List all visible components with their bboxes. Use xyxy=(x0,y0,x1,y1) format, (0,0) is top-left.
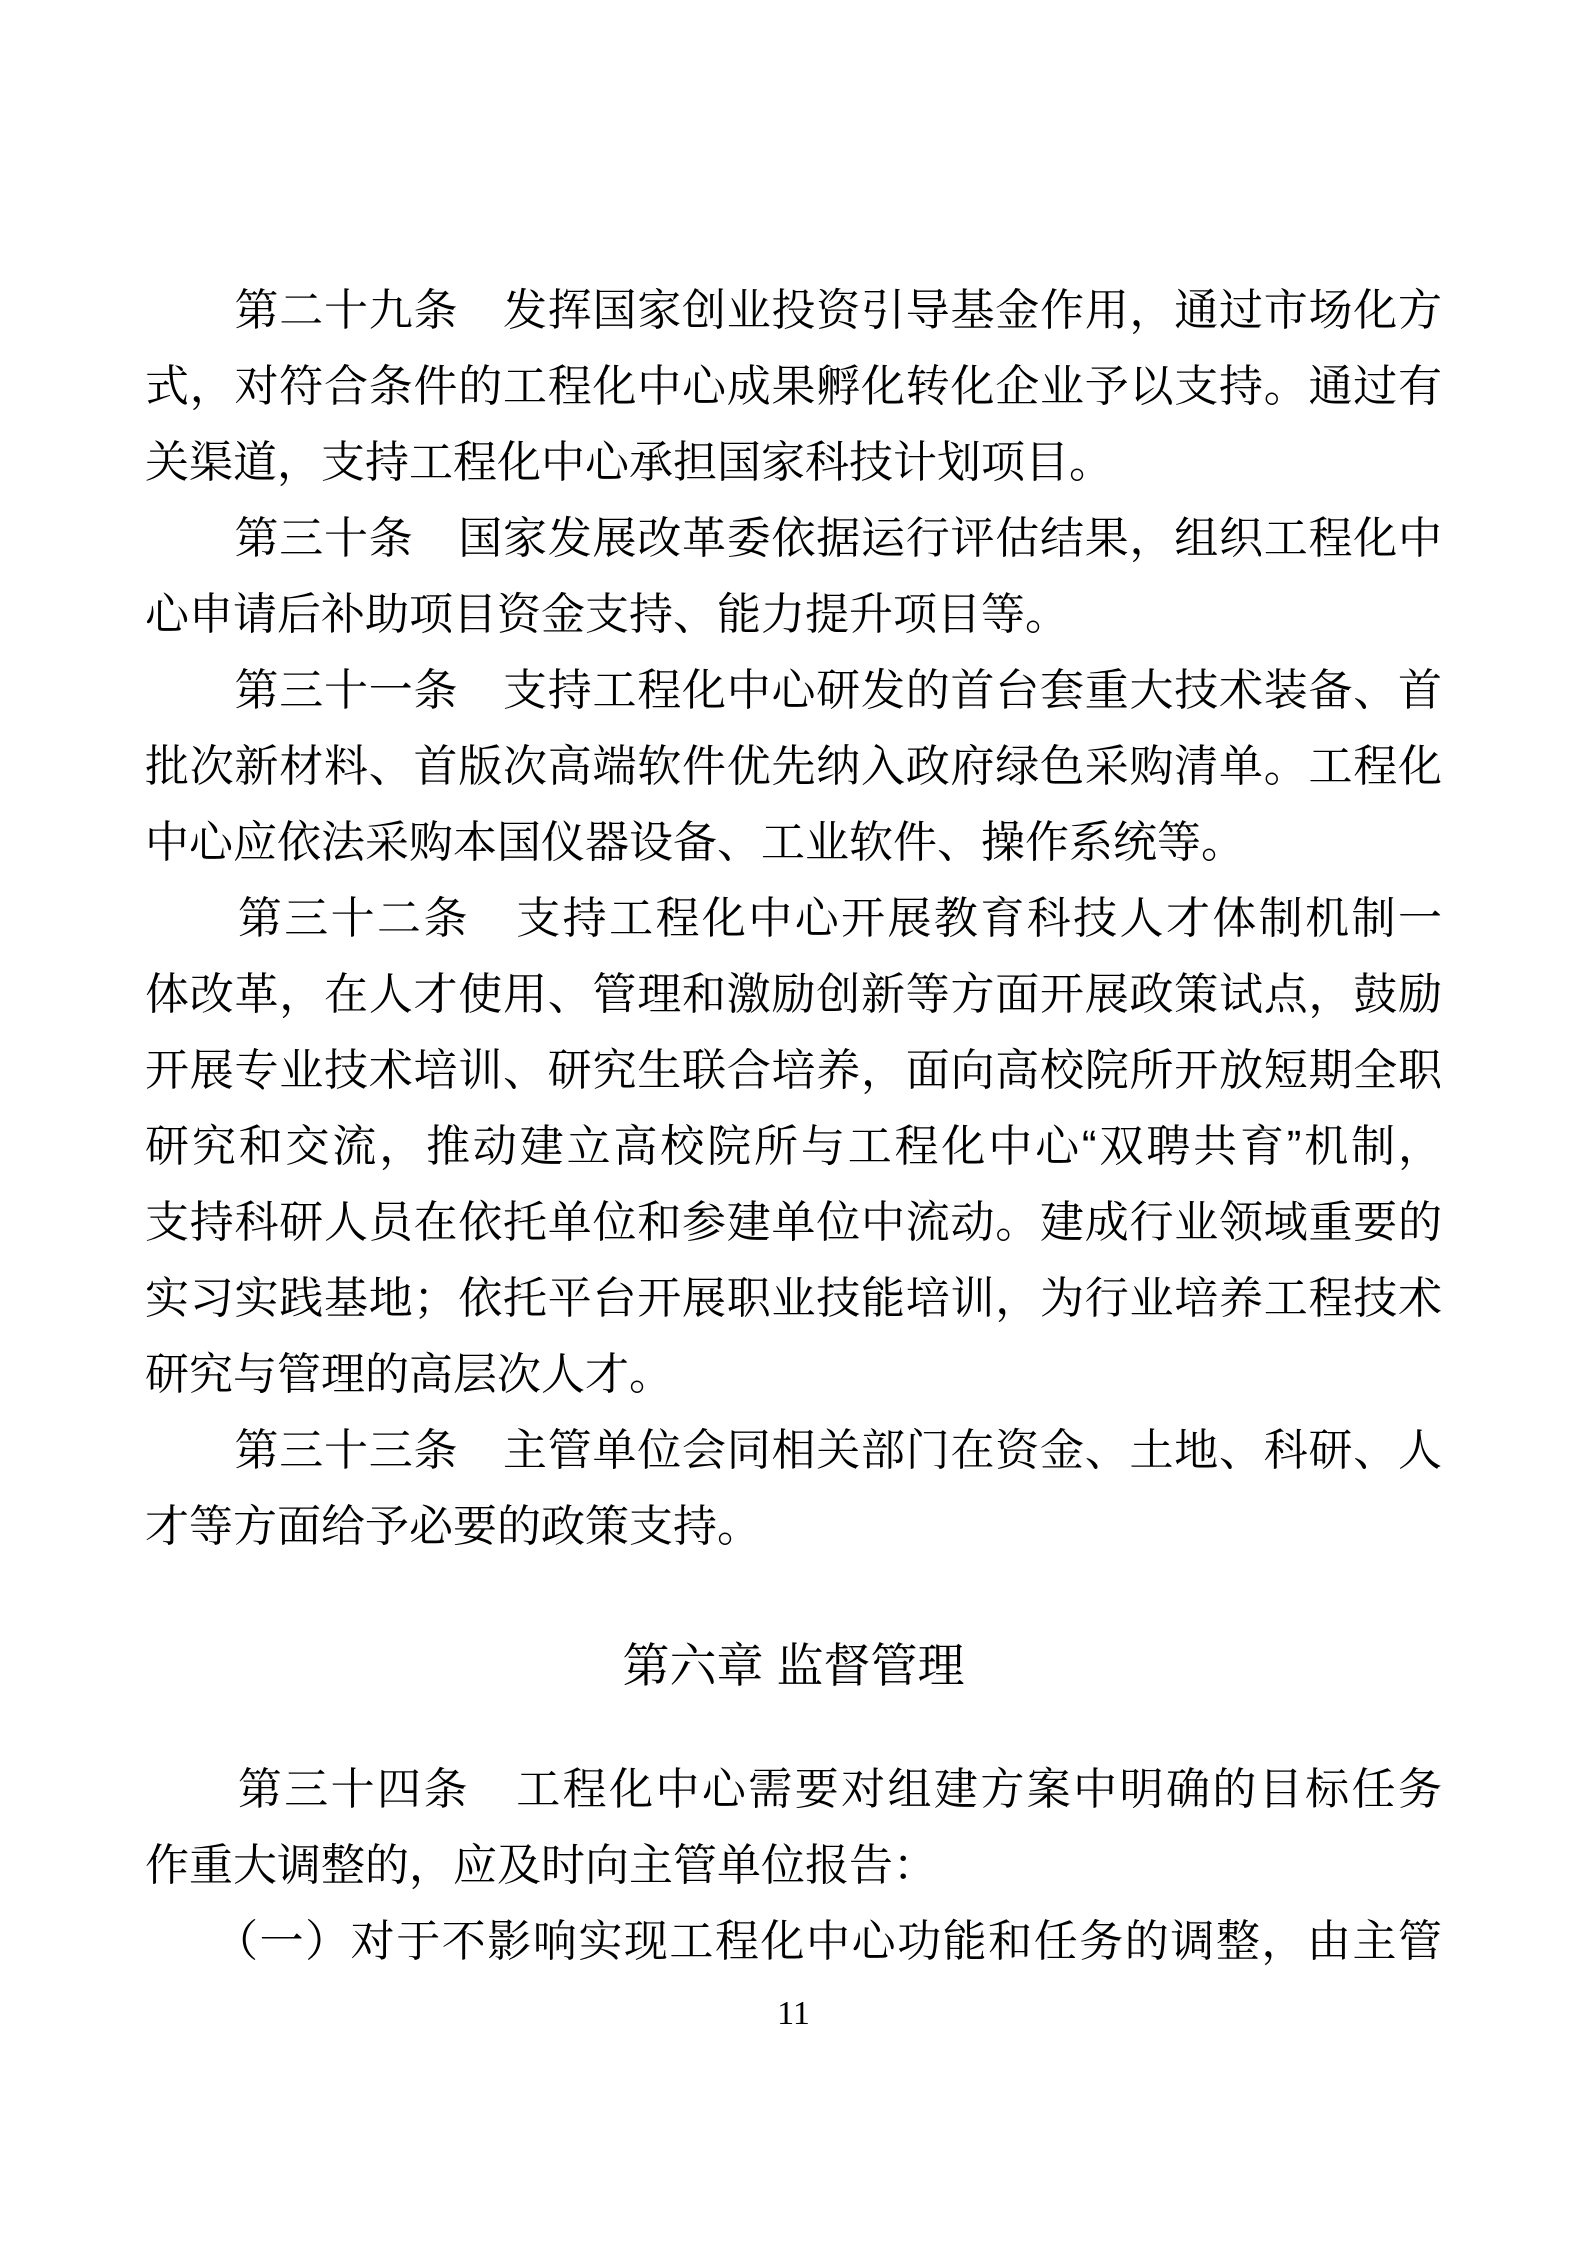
text-line: 第二十九条 发挥国家创业投资引导基金作用，通过市场化方 xyxy=(145,286,1442,335)
text-line: 式，对符合条件的工程化中心成果孵化转化企业予以支持。通过有 xyxy=(145,362,1442,411)
body-text-block-2 xyxy=(145,1752,1442,1980)
chapter-heading: 第六章 监督管理 xyxy=(622,1639,965,1692)
text-line: 才等方面给予必要的政策支持。 xyxy=(145,1502,761,1551)
text-line: 第三十一条 支持工程化中心研发的首台套重大技术装备、首 xyxy=(145,666,1442,715)
text-line: 体改革，在人才使用、管理和激励创新等方面开展政策试点，鼓励 xyxy=(145,970,1442,1019)
text-line: 第三十四条 工程化中心需要对组建方案中明确的目标任务 xyxy=(145,1765,1442,1814)
text-line: 中心应依法采购本国仪器设备、工业软件、操作系统等。 xyxy=(145,818,1245,867)
text-line: 开展专业技术培训、研究生联合培养，面向高校院所开放短期全职 xyxy=(145,1046,1442,1095)
page-number: 11 xyxy=(777,1995,810,2032)
text-line: 实习实践基地；依托平台开展职业技能培训，为行业培养工程技术 xyxy=(145,1274,1442,1323)
text-line: 作重大调整的，应及时向主管单位报告： xyxy=(145,1841,937,1890)
text-line: 支持科研人员在依托单位和参建单位中流动。建成行业领域重要的 xyxy=(145,1198,1442,1247)
body-text-block-1 xyxy=(145,273,1442,1565)
text-line: 第三十二条 支持工程化中心开展教育科技人才体制机制一 xyxy=(145,894,1442,943)
text-line: 批次新材料、首版次高端软件优先纳入政府绿色采购清单。工程化 xyxy=(145,742,1442,791)
text-line: 研究与管理的高层次人才。 xyxy=(145,1350,673,1399)
text-line: 第三十条 国家发展改革委依据运行评估结果，组织工程化中 xyxy=(145,514,1442,563)
text-line: 第三十三条 主管单位会同相关部门在资金、土地、科研、人 xyxy=(145,1426,1442,1475)
text-line: 心申请后补助项目资金支持、能力提升项目等。 xyxy=(145,590,1069,639)
text-line: 关渠道，支持工程化中心承担国家科技计划项目。 xyxy=(145,438,1113,487)
text-line: （一）对于不影响实现工程化中心功能和任务的调整，由主管 xyxy=(145,1917,1442,1966)
text-line: 研究和交流，推动建立高校院所与工程化中心“双聘共育”机制， xyxy=(145,1122,1442,1171)
